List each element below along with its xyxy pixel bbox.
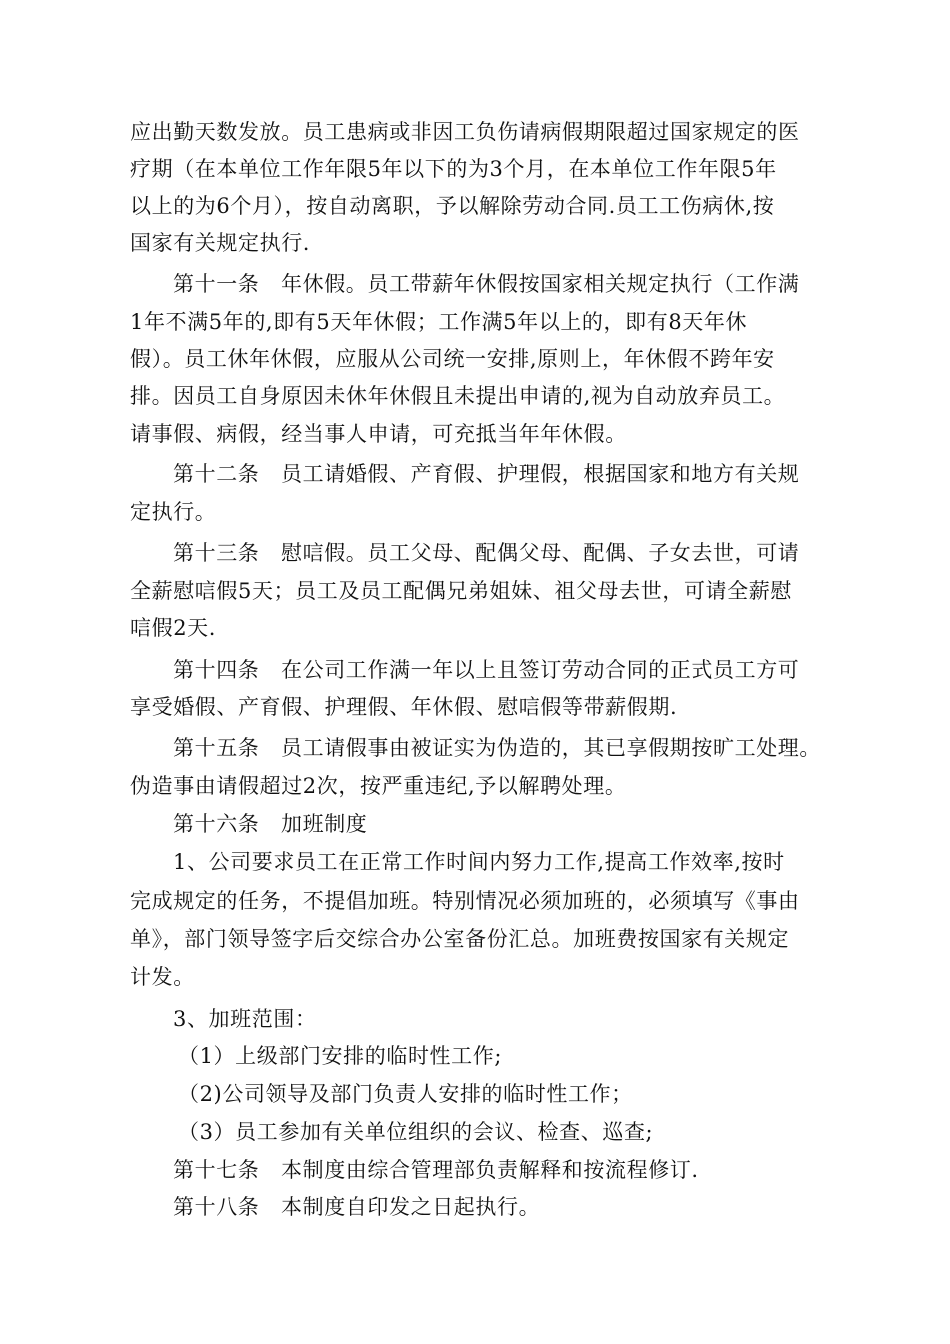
- overtime-scope-1: （1）上级部门安排的临时性工作;: [178, 1044, 503, 1068]
- article-14-heading: 第十四条 在公司工作满一年以上且签订劳动合同的正式员工方可: [173, 658, 800, 682]
- text-line: 单》，部门领导签字后交综合办公室备份汇总。加班费按国家有关规定: [130, 927, 790, 951]
- overtime-item-1: 1、公司要求员工在正常工作时间内努力工作,提高工作效率,按时: [173, 850, 785, 874]
- text-line: 排。因员工自身原因未休年休假且未提出申请的,视为自动放弃员工。: [130, 384, 786, 408]
- overtime-item-3: 3、加班范围：: [173, 1007, 317, 1031]
- text-line: 定执行。: [130, 500, 217, 524]
- text-line: 应出勤天数发放。员工患病或非因工负伤请病假期限超过国家规定的医: [130, 120, 800, 144]
- text-line: 享受婚假、产育假、护理假、年休假、慰唁假等带薪假期.: [130, 695, 678, 719]
- text-line: 计发。: [130, 965, 195, 989]
- overtime-scope-3: （3）员工参加有关单位组织的会议、检查、巡查;: [178, 1120, 654, 1144]
- text-line: 假）。员工休年休假，应服从公司统一安排,原则上，年休假不跨年安: [130, 347, 775, 371]
- text-line: 疗期（在本单位工作年限5年以下的为3个月，在本单位工作年限5年: [130, 157, 777, 181]
- article-11-heading: 第十一条 年休假。员工带薪年休假按国家相关规定执行（工作满: [173, 272, 800, 296]
- article-15-heading: 第十五条 员工请假事由被证实为伪造的，其已享假期按旷工处理。: [173, 736, 821, 760]
- text-line: 1年不满5年的,即有5天年休假；工作满5年以上的，即有8天年休: [130, 310, 748, 334]
- article-18-heading: 第十八条 本制度自印发之日起执行。: [173, 1195, 541, 1219]
- article-13-heading: 第十三条 慰唁假。员工父母、配偶父母、配偶、子女去世，可请: [173, 541, 800, 565]
- text-line: 伪造事由请假超过2次，按严重违纪,予以解聘处理。: [130, 774, 627, 798]
- text-line: 以上的为6个月），按自动离职，予以解除劳动合同.员工工伤病休,按: [130, 194, 775, 218]
- overtime-scope-2: （2)公司领导及部门负责人安排的临时性工作；: [178, 1082, 633, 1106]
- article-17-heading: 第十七条 本制度由综合管理部负责解释和按流程修订.: [173, 1158, 699, 1182]
- article-12-heading: 第十二条 员工请婚假、产育假、护理假，根据国家和地方有关规: [173, 462, 800, 486]
- text-line: 全薪慰唁假5天；员工及员工配偶兄弟姐妹、祖父母去世，可请全薪慰: [130, 579, 792, 603]
- text-line: 唁假2天.: [130, 616, 217, 640]
- article-16-heading: 第十六条 加班制度: [173, 812, 368, 836]
- text-line: 国家有关规定执行.: [130, 231, 311, 255]
- text-line: 完成规定的任务，不提倡加班。特别情况必须加班的，必须填写《事由: [130, 889, 800, 913]
- text-line: 请事假、病假，经当事人申请，可充抵当年年休假。: [130, 422, 627, 446]
